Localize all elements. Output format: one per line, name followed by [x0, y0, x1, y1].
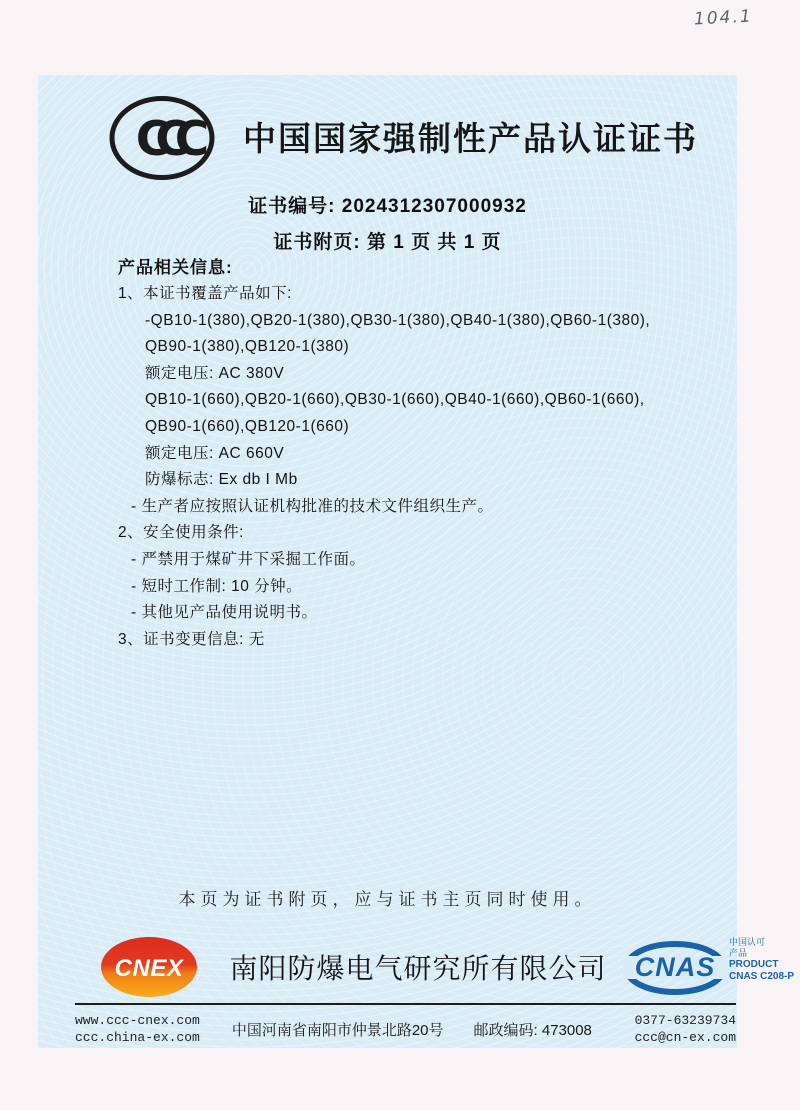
info-line: - 短时工作制: 10 分钟。: [131, 577, 303, 595]
cnas-caption-line: 中国认可: [729, 937, 766, 947]
handwritten-annotation: 104.1: [693, 6, 754, 30]
info-line: QB90-1(660),QB120-1(660): [145, 417, 350, 435]
info-line: 3、证书变更信息: 无: [118, 630, 265, 648]
product-info-body: [118, 281, 701, 653]
attachment-usage-note: 本页为证书附页，应与证书主页同时使用。: [178, 890, 597, 909]
footer-email: ccc@cn-ex.com: [634, 1030, 736, 1045]
svg-text:CNEX: CNEX: [114, 955, 184, 982]
certificate-page-info: 证书附页: 第 1 页 共 1 页: [273, 232, 502, 253]
info-line: 1、本证书覆盖产品如下:: [118, 285, 292, 302]
certificate-title: 中国国家强制性产品认证证书: [243, 120, 698, 157]
cnas-caption-line: CNAS C208-P: [729, 971, 795, 982]
info-line: 防爆标志: Ex db I Mb: [145, 471, 298, 489]
footer-postal-code: 邮政编码: 473008: [473, 1021, 592, 1039]
issuer-company-name: 南阳防爆电气研究所有限公司: [229, 953, 607, 984]
cnas-caption-line: PRODUCT: [729, 959, 779, 970]
product-info-heading: 产品相关信息:: [118, 258, 233, 277]
info-line: 2、安全使用条件:: [118, 524, 244, 542]
footer-websites: [75, 1012, 200, 1046]
info-line: QB10-1(660),QB20-1(660),QB30-1(660),QB40-1(660),QB60-1(660),: [145, 391, 645, 409]
footer-address: 中国河南省南阳市仲景北路20号: [231, 1021, 444, 1039]
info-line: 额定电压: AC 660V: [145, 444, 285, 462]
info-line: - 严禁用于煤矿井下采掘工作面。: [131, 550, 366, 568]
website-url: ccc.china-ex.com: [75, 1030, 200, 1045]
info-line: - 其他见产品使用说明书。: [131, 604, 318, 622]
website-url: www.ccc-cnex.com: [75, 1013, 200, 1028]
info-line: QB90-1(380),QB120-1(380): [145, 338, 350, 356]
cnas-caption: [729, 937, 795, 983]
footer-contact-bar: [75, 1011, 736, 1047]
cnas-caption-line: 产品: [729, 948, 748, 958]
cnas-logo-group: [623, 935, 795, 1001]
info-line: - 生产者应按照认证机构批准的技术文件组织生产。: [131, 497, 494, 515]
footer-phone: 0377-63239734: [634, 1013, 736, 1028]
footer-divider: [75, 1003, 736, 1005]
certificate-sheet: [38, 75, 795, 1048]
svg-text:CNAS: CNAS: [634, 952, 716, 982]
info-line: -QB10-1(380),QB20-1(380),QB30-1(380),QB40-1(380),QB60-1(380),: [145, 311, 651, 329]
footer-phone-email: [635, 1012, 736, 1046]
issuer-row: [78, 931, 795, 1003]
info-line: 额定电压: AC 380V: [145, 364, 285, 382]
cnas-logo-icon: [623, 941, 727, 995]
certificate-number: 证书编号: 2024312307000932: [248, 196, 527, 217]
cnex-logo-icon: [98, 935, 200, 999]
svg-text:CCC: CCC: [135, 112, 195, 167]
